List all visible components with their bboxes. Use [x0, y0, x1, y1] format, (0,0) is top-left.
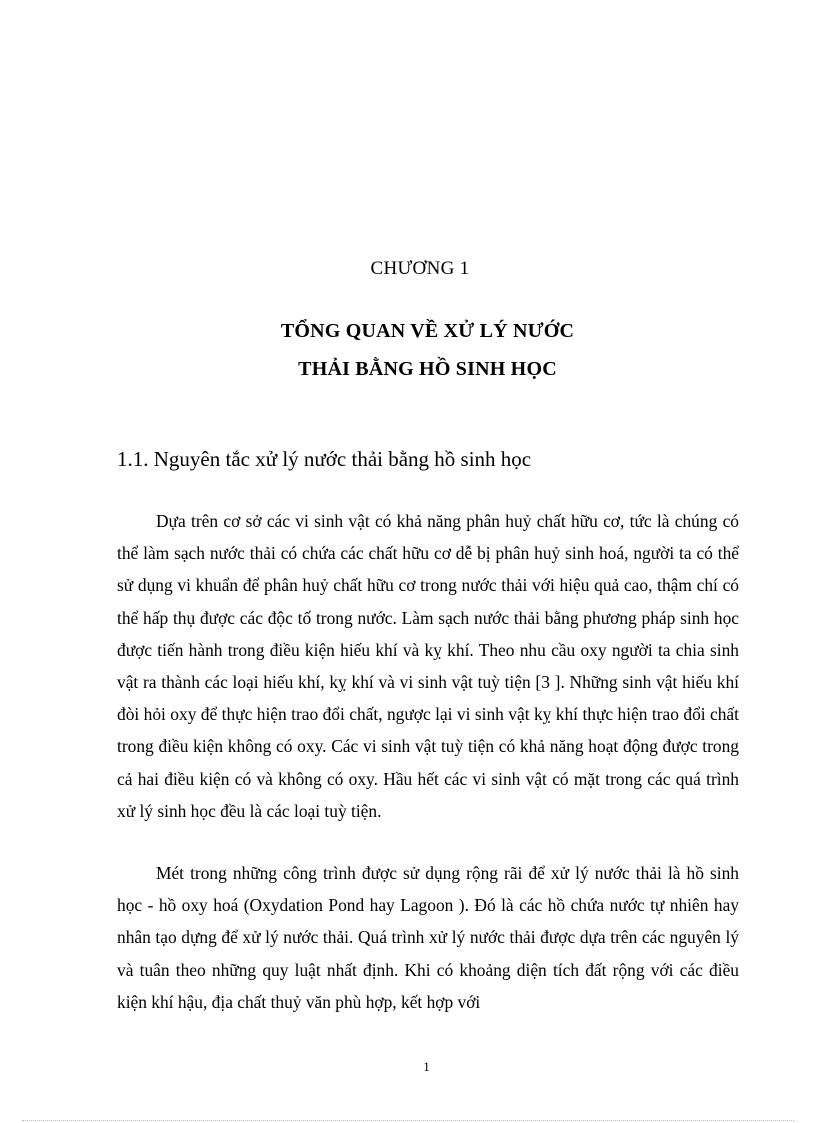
chapter-title-line-1: TỔNG QUAN VỀ XỬ LÝ NƯỚC [280, 320, 575, 342]
body-paragraph-1: Dựa trên cơ sở các vi sinh vật có khả năng phân huỷ chất hữu cơ, tức là chúng có thể làm sạch nước thải có chứa các chất hữu cơ dễ bị phân huỷ sinh hoá, người ta có thể sử dụng vi khuẩn để phân huỷ chất hữu cơ trong nước thải với hiệu quả cao, thậm chí có thể hấp thụ được các độc tố trong nước. Làm sạch nước thải bằng phương pháp sinh học được tiến hành trong điều kiện hiếu khí và kỵ khí. Theo nhu cầu oxy người ta chia sinh vật ra thành các loại hiếu khí, kỵ khí và vi sinh vật tuỳ tiện [3 ]. Những sinh vật hiếu khí đòi hỏi oxy để thực hiện trao đổi chất, ngược lại vi sinh vật kỵ khí thực hiện trao đổi chất trong điều kiện không có oxy. Các vi sinh vật tuỳ tiện có khả năng hoạt động được trong cả hai điều kiện có và không có oxy. Hầu hết các vi sinh vật có mặt trong các quá trình xử lý sinh học đều là các loại tuỳ tiện. [117, 511, 739, 821]
page-number: 1 [423, 1059, 430, 1074]
page-break-divider [22, 1120, 794, 1121]
chapter-title-line-2: THẢI BẰNG HỒ SINH HỌC [298, 358, 557, 380]
chapter-label: CHƯƠNG 1 [370, 258, 470, 279]
section-heading: 1.1. Nguyên tắc xử lý nước thải bằng hồ sinh học [117, 447, 532, 471]
body-paragraph-2: Mét trong những công trình được sử dụng rộng rãi để xử lý nước thải là hồ sinh học - hồ oxy hoá (Oxydation Pond hay Lagoon ). Đó là các hồ chứa nước tự nhiên hay nhân tạo dựng để xử lý nước thải. Quá trình xử lý nước thải được dựa trên các nguyên lý và tuân theo những quy luật nhất định. Khi có khoảng diện tích đất rộng với các điều kiện khí hậu, địa chất thuỷ văn phù hợp, kết hợp với [117, 863, 739, 1012]
